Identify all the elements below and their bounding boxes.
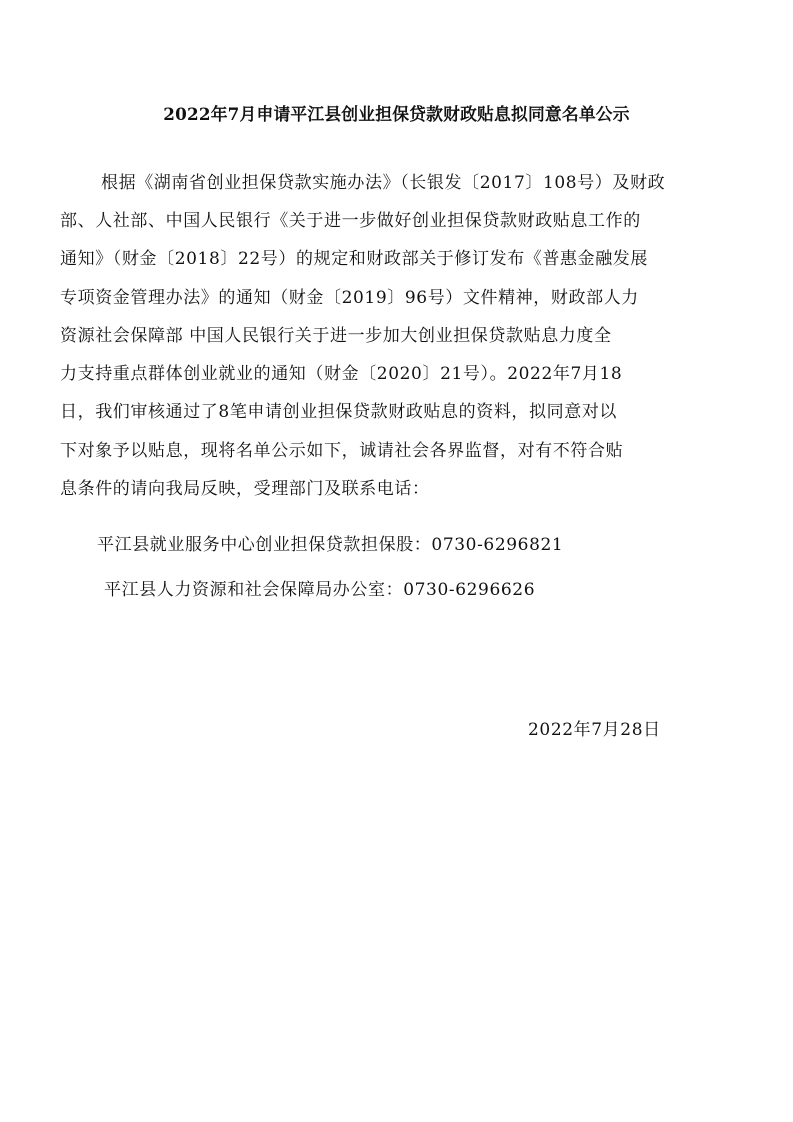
body-line-3: 通知》（财金〔2018〕22号）的规定和财政部关于修订发布《普惠金融发展 [60,249,648,269]
document-date: 2022年7月28日 [528,720,661,740]
contact-employment-center: 平江县就业服务中心创业担保贷款担保股：0730-6296821 [97,535,564,555]
body-line-6: 力支持重点群体创业就业的通知（财金〔2020〕21号）。2022年7月18 [60,364,623,384]
body-line-5: 资源社会保障部 中国人民银行关于进一步加大创业担保贷款贴息力度全 [60,326,612,346]
body-line-2: 部、人社部、中国人民银行《关于进一步做好创业担保贷款财政贴息工作的 [60,211,641,231]
body-line-1: 根据《湖南省创业担保贷款实施办法》（长银发〔2017〕108号）及财政 [101,173,666,193]
body-line-9: 息条件的请向我局反映，受理部门及联系电话： [60,479,430,499]
contact-hr-office: 平江县人力资源和社会保障局办公室：0730-6296626 [104,580,536,600]
document-title: 2022年7月申请平江县创业担保贷款财政贴息拟同意名单公示 [163,104,630,124]
body-line-7: 日，我们审核通过了8笔申请创业担保贷款财政贴息的资料，拟同意对以 [60,402,618,422]
body-line-4: 专项资金管理办法》的通知（财金〔2019〕96号）文件精神，财政部人力 [60,288,639,308]
body-line-8: 下对象予以贴息，现将名单公示如下，诚请社会各界监督，对有不符合贴 [60,441,624,461]
